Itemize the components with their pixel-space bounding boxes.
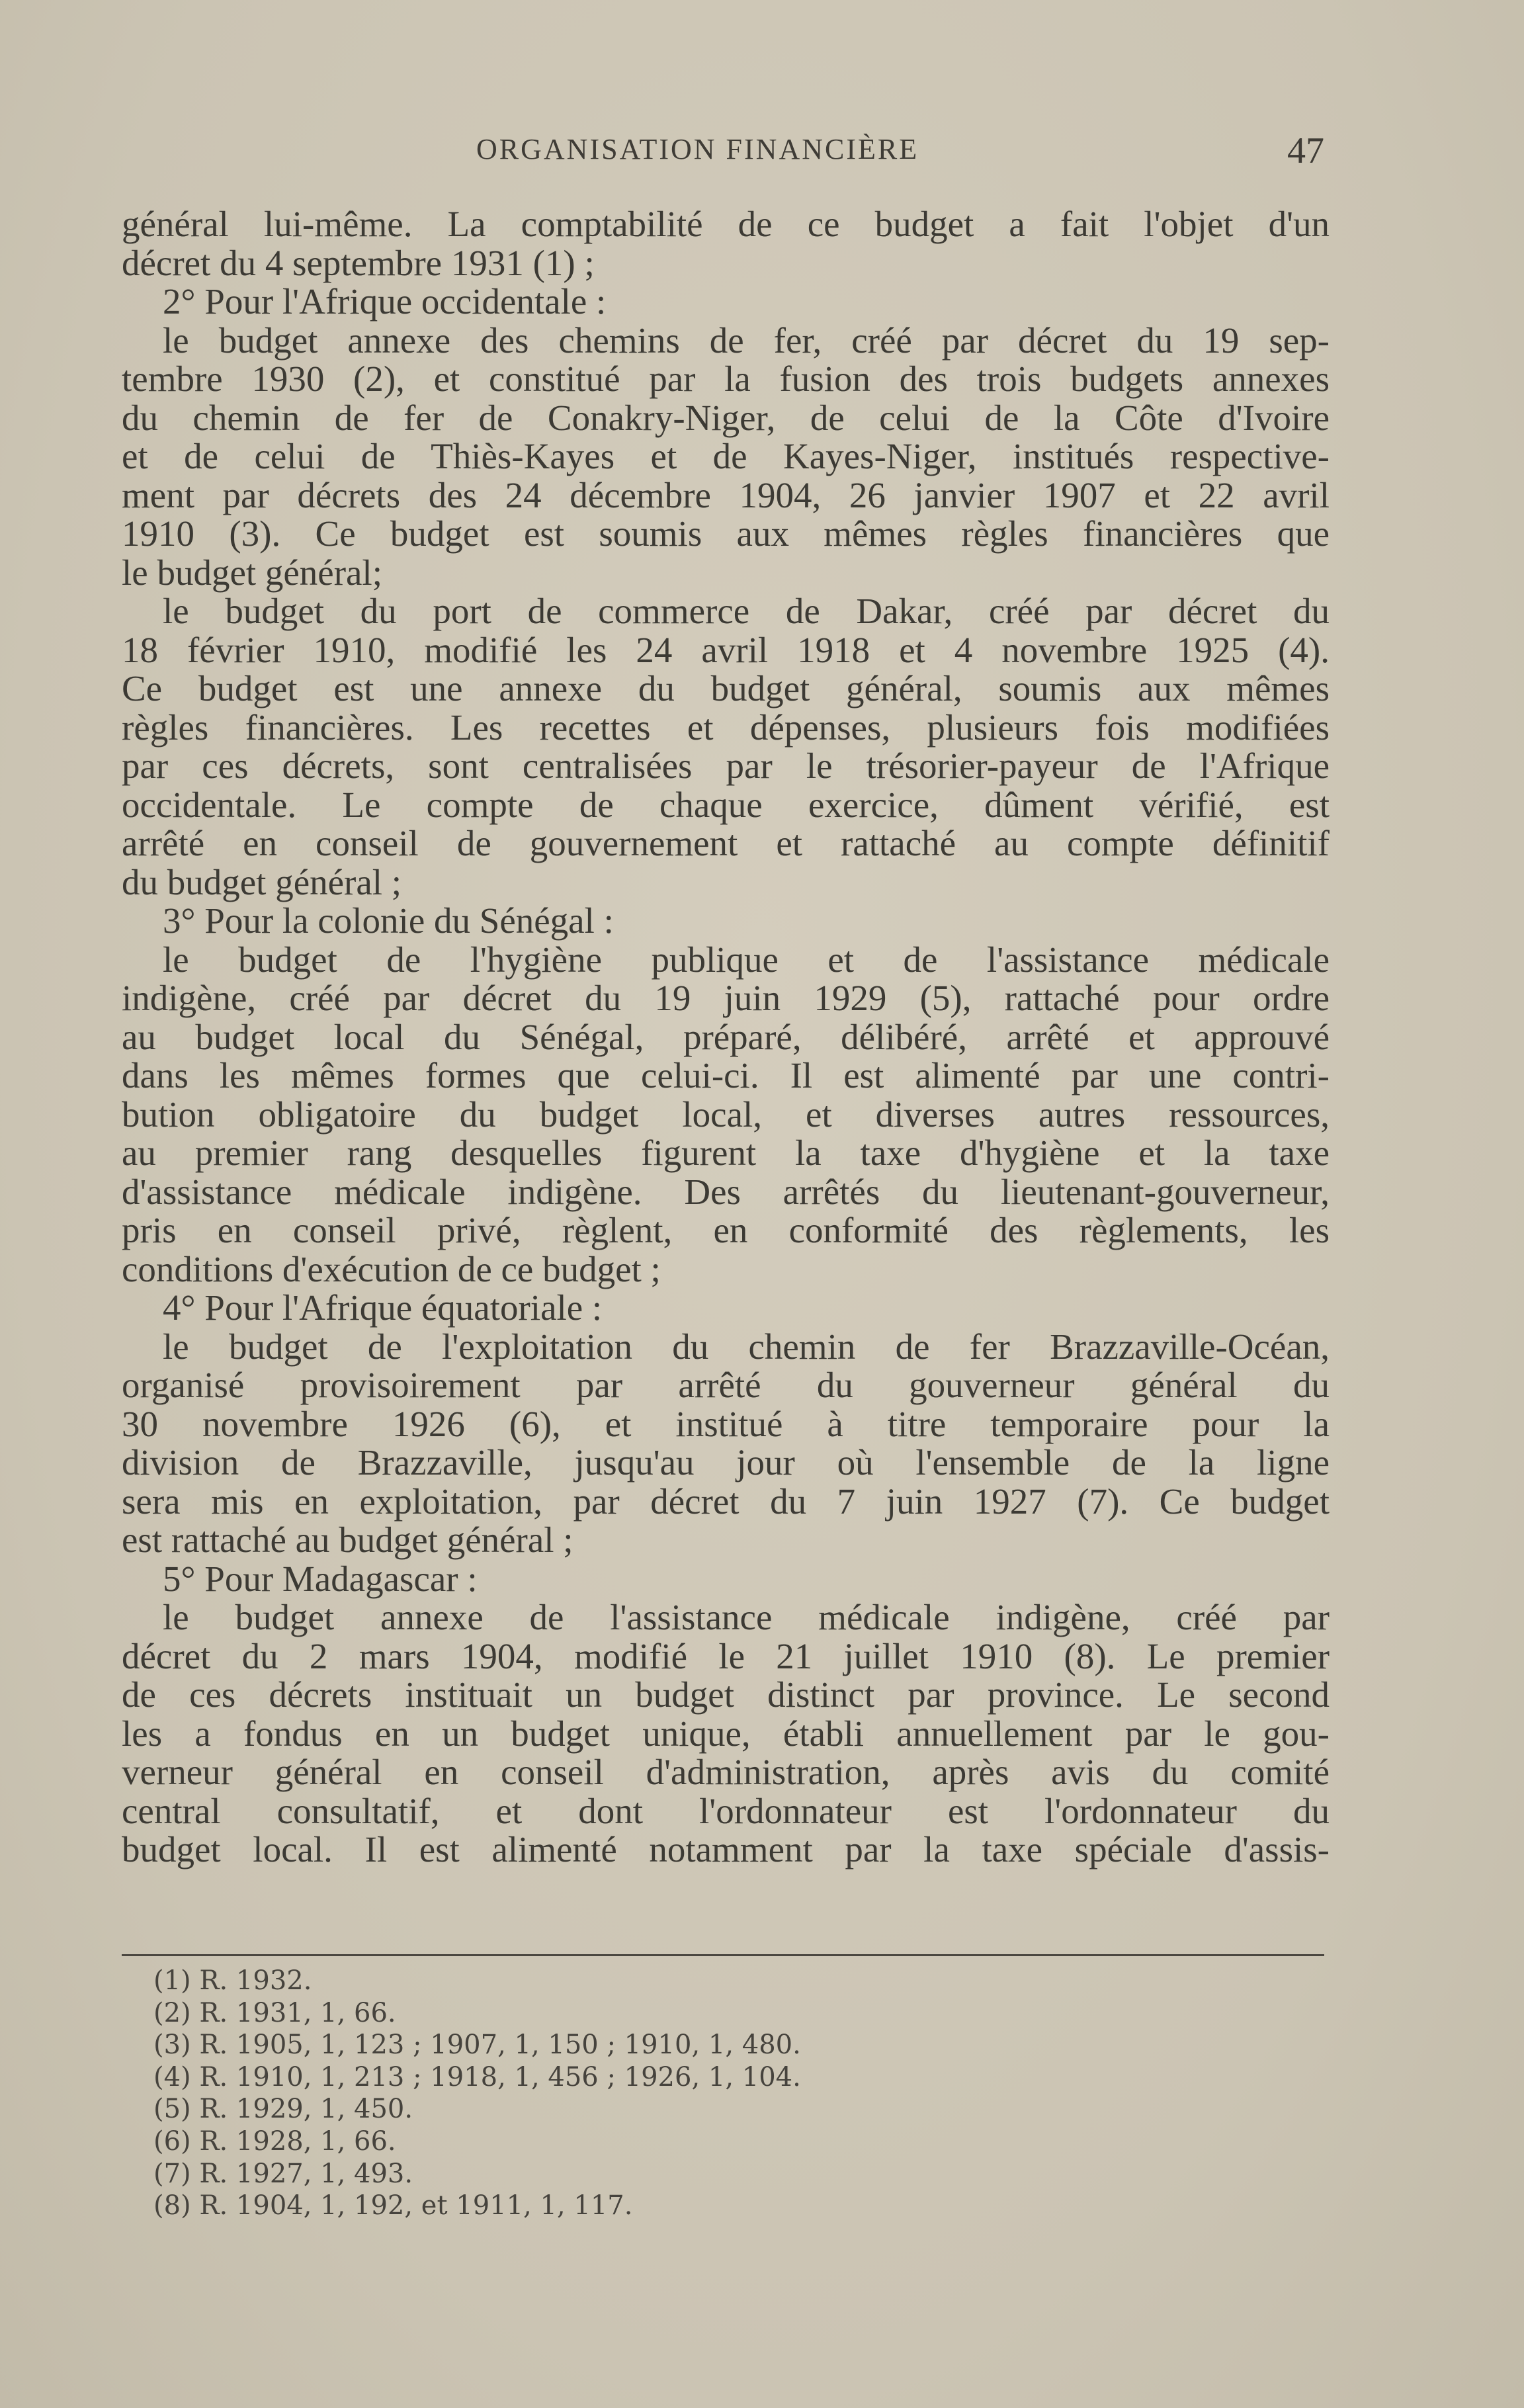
body-line: et de celui de Thiès-Kayes et de Kayes-Niger, institués respective- <box>122 436 1330 476</box>
body-line: 3° Pour la colonie du Sénégal : <box>163 900 614 941</box>
footnote: (6) R. 1928, 1, 66. <box>153 2126 396 2157</box>
body-line: occidentale. Le compte de chaque exercice, dûment vérifié, est <box>122 784 1330 825</box>
body-line: par ces décrets, sont centralisées par le trésorier-payeur de l'Afrique <box>122 746 1330 786</box>
body-line: tembre 1930 (2), et constitué par la fusion des trois budgets annexes <box>122 359 1330 399</box>
body-line: ment par décrets des 24 décembre 1904, 26 janvier 1907 et 22 avril <box>122 474 1330 515</box>
body-line: division de Brazzaville, jusqu'au jour où l'ensemble de la ligne <box>122 1442 1330 1483</box>
body-line: au premier rang desquelles figurent la taxe d'hygiène et la taxe <box>122 1133 1330 1173</box>
body-line: le budget annexe des chemins de fer, créé par décret du 19 sep- <box>163 320 1330 361</box>
body-line: le budget de l'exploitation du chemin de fer Brazzaville-Océan, <box>163 1326 1330 1367</box>
body-line: le budget général; <box>122 552 382 593</box>
page-number: 47 <box>1287 130 1324 171</box>
footnote: (7) R. 1927, 1, 493. <box>153 2158 413 2189</box>
body-line: le budget de l'hygiène publique et de l'assistance médicale <box>163 939 1330 980</box>
body-line: arrêté en conseil de gouvernement et rattaché au compte définitif <box>122 823 1330 863</box>
footnote-separator <box>122 1954 1324 1956</box>
body-line: verneur général en conseil d'administration, après avis du comité <box>122 1752 1330 1792</box>
body-line: 18 février 1910, modifié les 24 avril 1918 et 4 novembre 1925 (4). <box>122 629 1330 670</box>
body-line: dans les mêmes formes que celui-ci. Il est alimenté par une contri- <box>122 1055 1330 1096</box>
body-line: d'assistance médicale indigène. Des arrêtés du lieutenant-gouverneur, <box>122 1171 1330 1212</box>
footnote: (2) R. 1931, 1, 66. <box>153 1997 396 2028</box>
footnote: (4) R. 1910, 1, 213 ; 1918, 1, 456 ; 1926, 1, 104. <box>153 2061 801 2092</box>
body-line: 30 novembre 1926 (6), et institué à titre temporaire pour la <box>122 1403 1330 1444</box>
body-line: organisé provisoirement par arrêté du gouverneur général du <box>122 1365 1330 1405</box>
body-line: sera mis en exploitation, par décret du 7 juin 1927 (7). Ce budget <box>122 1481 1330 1522</box>
body-line: central consultatif, et dont l'ordonnateur est l'ordonnateur du <box>122 1790 1330 1831</box>
body-line: du chemin de fer de Conakry-Niger, de celui de la Côte d'Ivoire <box>122 397 1330 438</box>
body-line: 4° Pour l'Afrique équatoriale : <box>163 1287 603 1328</box>
body-line: règles financières. Les recettes et dépenses, plusieurs fois modifiées <box>122 707 1330 748</box>
footnote: (8) R. 1904, 1, 192, et 1911, 1, 117. <box>153 2190 633 2221</box>
body-line: budget local. Il est alimenté notamment par la taxe spéciale d'assis- <box>122 1829 1330 1870</box>
body-line: 1910 (3). Ce budget est soumis aux mêmes règles financières que <box>122 513 1330 554</box>
body-line: 5° Pour Madagascar : <box>163 1558 478 1599</box>
body-line: du budget général ; <box>122 861 402 902</box>
body-line: décret du 2 mars 1904, modifié le 21 juillet 1910 (8). Le premier <box>122 1635 1330 1676</box>
body-line: 2° Pour l'Afrique occidentale : <box>163 281 607 322</box>
body-line: indigène, créé par décret du 19 juin 1929 (5), rattaché pour ordre <box>122 978 1330 1018</box>
body-line: pris en conseil privé, règlent, en conformité des règlements, les <box>122 1210 1330 1250</box>
footnote: (1) R. 1932. <box>153 1965 312 1996</box>
body-line: le budget annexe de l'assistance médicale indigène, créé par <box>163 1597 1330 1637</box>
body-line: général lui-même. La comptabilité de ce budget a fait l'objet d'un <box>122 204 1330 244</box>
body-line: Ce budget est une annexe du budget général, soumis aux mêmes <box>122 668 1330 709</box>
body-line: est rattaché au budget général ; <box>122 1520 573 1560</box>
footnotes <box>153 1965 801 2222</box>
body-text <box>122 205 1330 1870</box>
body-line: décret du 4 septembre 1931 (1) ; <box>122 242 595 283</box>
footnote: (3) R. 1905, 1, 123 ; 1907, 1, 150 ; 1910, 1, 480. <box>153 2030 801 2061</box>
body-line: le budget du port de commerce de Dakar, créé par décret du <box>163 591 1330 631</box>
body-line: de ces décrets instituait un budget distinct par province. Le second <box>122 1674 1330 1715</box>
footnote: (5) R. 1929, 1, 450. <box>153 2094 413 2125</box>
body-line: les a fondus en un budget unique, établi annuellement par le gou- <box>122 1713 1330 1754</box>
body-line: bution obligatoire du budget local, et diverses autres ressources, <box>122 1094 1330 1135</box>
running-title: ORGANISATION FINANCIÈRE <box>476 133 919 165</box>
body-line: conditions d'exécution de ce budget ; <box>122 1248 661 1289</box>
body-line: au budget local du Sénégal, préparé, délibéré, arrêté et approuvé <box>122 1016 1330 1057</box>
